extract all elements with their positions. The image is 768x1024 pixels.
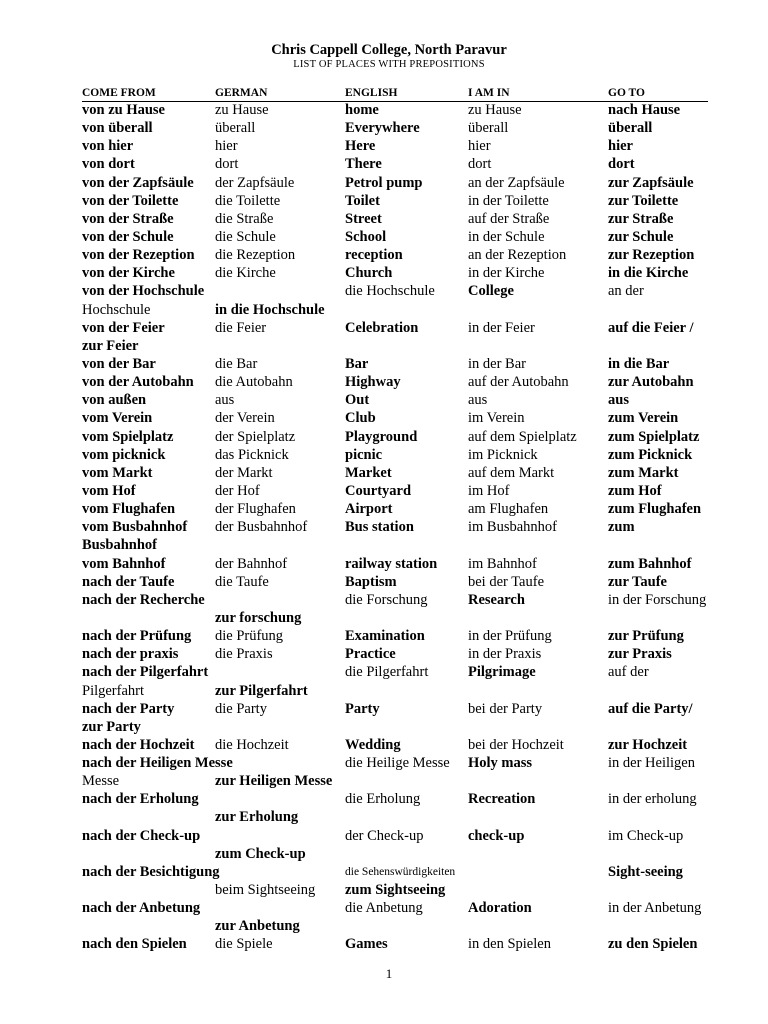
cell-german: überall: [215, 120, 256, 137]
table-row: [0, 264, 768, 282]
table-row: [0, 845, 768, 863]
cell-come-from: nach der Besichtigung: [82, 863, 220, 880]
cell-come-from: von zu Hause: [82, 102, 165, 118]
cell-go-to: zur Schule: [608, 228, 674, 245]
cell-go-to: auf der: [608, 664, 649, 681]
cell-come-from: zur Party: [82, 718, 141, 735]
cell-go-to: auf die Feier /: [608, 319, 694, 336]
cell-go-to: zur Prüfung: [608, 628, 684, 645]
cell-come-from: von überall: [82, 120, 153, 137]
cell-english: Bar: [345, 355, 369, 372]
cell-go-to: nach Hause: [608, 102, 681, 118]
table-row: [0, 319, 768, 337]
cell-german: in die Hochschule: [215, 301, 325, 318]
cell-i-am-in: in der Schule: [468, 228, 545, 245]
table-row: [0, 754, 768, 772]
cell-german: die Bar: [215, 355, 258, 372]
table-row: [0, 718, 768, 736]
cell-go-to: zur Autobahn: [608, 374, 694, 391]
cell-english: die Pilgerfahrt: [345, 664, 429, 681]
table-row: [0, 119, 768, 137]
cell-english: Highway: [345, 374, 401, 391]
cell-english: Out: [345, 392, 370, 409]
cell-go-to: in die Bar: [608, 355, 670, 372]
cell-come-from: vom Markt: [82, 464, 153, 481]
document-title: Chris Cappell College, North Paravur: [271, 42, 507, 58]
cell-i-am-in: überall: [468, 120, 509, 137]
cell-english: There: [345, 156, 382, 173]
cell-english: railway station: [345, 555, 438, 572]
cell-german: zur Anbetung: [215, 918, 300, 935]
cell-english: Baptism: [345, 573, 397, 590]
table-row: [0, 446, 768, 464]
cell-german: die Rezeption: [215, 247, 296, 264]
table-row: [0, 790, 768, 808]
cell-english: Examination: [345, 628, 425, 645]
cell-english: Courtyard: [345, 482, 412, 499]
column-header-i-am-in: I AM IN: [468, 87, 510, 99]
cell-come-from: von der Toilette: [82, 192, 179, 209]
cell-english: die Erholung: [345, 791, 421, 808]
cell-go-to: zur Taufe: [608, 573, 667, 590]
cell-come-from: von der Feier: [82, 319, 165, 336]
cell-i-am-in: Recreation: [468, 791, 536, 808]
cell-i-am-in: in der Bar: [468, 355, 526, 372]
cell-come-from: nach der Hochzeit: [82, 736, 195, 753]
cell-i-am-in: auf dem Spielplatz: [468, 428, 577, 445]
cell-come-from: von hier: [82, 138, 134, 155]
cell-german: zur Pilgerfahrt: [215, 682, 308, 699]
cell-go-to: zum Markt: [608, 464, 679, 481]
cell-i-am-in: zu Hause: [468, 102, 522, 118]
table-row: [0, 482, 768, 500]
cell-english: die Forschung: [345, 591, 428, 608]
table-row: [0, 808, 768, 826]
table-row: [0, 373, 768, 391]
cell-i-am-in: College: [468, 283, 514, 300]
cell-come-from: nach der Party: [82, 700, 175, 717]
cell-i-am-in: an der Rezeption: [468, 247, 567, 264]
cell-i-am-in: an der Zapfsäule: [468, 174, 565, 191]
cell-come-from: nach der Heiligen Messe: [82, 755, 233, 772]
cell-i-am-in: Holy mass: [468, 755, 533, 772]
cell-go-to: in der Heiligen: [608, 755, 695, 772]
table-row: [0, 500, 768, 518]
cell-english: die Sehenswürdigkeiten: [345, 865, 456, 878]
cell-i-am-in: am Flughafen: [468, 501, 549, 518]
cell-i-am-in: check-up: [468, 827, 525, 844]
cell-i-am-in: Pilgrimage: [468, 664, 536, 681]
cell-come-from: nach der Anbetung: [82, 900, 201, 917]
table-row: [0, 863, 768, 881]
table-row: [0, 555, 768, 573]
cell-english: home: [345, 102, 379, 118]
cell-german: die Kirche: [215, 265, 276, 282]
cell-i-am-in: im Verein: [468, 410, 525, 427]
cell-english: Club: [345, 410, 376, 427]
cell-i-am-in: Adoration: [468, 900, 532, 917]
table-row: [0, 573, 768, 591]
cell-i-am-in: auf der Straße: [468, 210, 550, 227]
table-row: [0, 246, 768, 264]
cell-german: beim Sightseeing: [215, 882, 316, 899]
cell-go-to: zur Praxis: [608, 646, 672, 663]
cell-english: zum Sightseeing: [345, 882, 446, 899]
cell-i-am-in: bei der Taufe: [468, 573, 545, 590]
cell-english: Party: [345, 700, 380, 717]
cell-i-am-in: dort: [468, 156, 492, 173]
cell-german: die Toilette: [215, 192, 281, 209]
cell-go-to: zur Straße: [608, 210, 674, 227]
table-row: [0, 355, 768, 373]
cell-german: die Feier: [215, 319, 267, 336]
table-row: [0, 464, 768, 482]
cell-i-am-in: hier: [468, 138, 491, 155]
cell-english: reception: [345, 247, 403, 264]
cell-come-from: vom Hof: [82, 482, 136, 499]
cell-come-from: nach den Spielen: [82, 936, 187, 953]
table-row: [0, 101, 768, 119]
cell-come-from: von dort: [82, 156, 135, 173]
cell-go-to: zum Bahnhof: [608, 555, 692, 572]
cell-come-from: von der Schule: [82, 228, 174, 245]
table-row: [0, 192, 768, 210]
cell-english: Airport: [345, 501, 393, 518]
cell-go-to: in der erholung: [608, 791, 697, 808]
cell-german: der Spielplatz: [215, 428, 296, 445]
table-row: [0, 736, 768, 754]
cell-go-to: zum Picknick: [608, 446, 693, 463]
table-row: [0, 518, 768, 536]
table-row: [0, 881, 768, 899]
cell-german: der Bahnhof: [215, 555, 288, 572]
cell-german: zu Hause: [215, 102, 269, 118]
cell-english: picnic: [345, 446, 383, 463]
cell-come-from: vom Bahnhof: [82, 555, 166, 572]
cell-go-to: zur Zapfsäule: [608, 174, 694, 191]
cell-german: der Zapfsäule: [215, 174, 295, 191]
cell-come-from: von der Kirche: [82, 265, 175, 282]
cell-come-from: nach der Prüfung: [82, 628, 192, 645]
cell-come-from: vom Flughafen: [82, 501, 176, 518]
cell-german: die Prüfung: [215, 628, 284, 645]
cell-go-to: zum Spielplatz: [608, 428, 700, 445]
table-row: [0, 591, 768, 609]
cell-english: der Check-up: [345, 827, 424, 844]
cell-come-from: Messe: [82, 773, 120, 790]
table-row: [0, 663, 768, 681]
table-row: [0, 917, 768, 935]
cell-come-from: von der Autobahn: [82, 374, 194, 391]
cell-come-from: nach der Erholung: [82, 791, 199, 808]
cell-go-to: zur Rezeption: [608, 247, 695, 264]
cell-come-from: nach der Taufe: [82, 573, 175, 590]
table-row: [0, 536, 768, 554]
cell-come-from: von der Zapfsäule: [82, 174, 194, 191]
cell-come-from: von der Hochschule: [82, 283, 205, 300]
cell-german: die Spiele: [215, 936, 273, 953]
cell-i-am-in: aus: [468, 392, 488, 409]
cell-go-to: zu den Spielen: [608, 936, 698, 953]
cell-german: die Schule: [215, 228, 276, 245]
cell-i-am-in: in der Praxis: [468, 646, 542, 663]
cell-german: die Taufe: [215, 573, 269, 590]
cell-come-from: zur Feier: [82, 337, 139, 354]
cell-i-am-in: auf der Autobahn: [468, 374, 569, 391]
cell-german: der Markt: [215, 464, 273, 481]
cell-come-from: nach der Recherche: [82, 591, 205, 608]
cell-german: hier: [215, 138, 238, 155]
cell-go-to: in die Kirche: [608, 265, 689, 282]
cell-go-to: in der Anbetung: [608, 900, 702, 917]
cell-come-from: von der Straße: [82, 210, 174, 227]
cell-go-to: zur Toilette: [608, 192, 679, 209]
cell-english: Market: [345, 464, 392, 481]
cell-come-from: nach der Pilgerfahrt: [82, 664, 209, 681]
cell-come-from: nach der praxis: [82, 646, 179, 663]
cell-german: der Verein: [215, 410, 275, 427]
cell-i-am-in: auf dem Markt: [468, 464, 555, 481]
table-row: [0, 645, 768, 663]
cell-german: aus: [215, 392, 235, 409]
table-row: [0, 627, 768, 645]
cell-german: dort: [215, 156, 239, 173]
cell-english: Here: [345, 138, 376, 155]
cell-go-to: Sight-seeing: [608, 863, 683, 880]
cell-german: die Hochzeit: [215, 736, 289, 753]
cell-i-am-in: bei der Party: [468, 700, 543, 717]
table-row: [0, 428, 768, 446]
table-row: [0, 301, 768, 319]
cell-english: Games: [345, 936, 388, 953]
table-row: [0, 899, 768, 917]
cell-come-from: vom Verein: [82, 410, 153, 427]
cell-english: die Heilige Messe: [345, 755, 450, 772]
cell-come-from: Busbahnhof: [82, 537, 157, 554]
cell-german: die Straße: [215, 210, 274, 227]
cell-come-from: nach der Check-up: [82, 827, 201, 844]
cell-go-to: hier: [608, 138, 633, 155]
cell-come-from: von außen: [82, 392, 147, 409]
column-header-go-to: GO TO: [608, 87, 645, 99]
cell-come-from: vom Spielplatz: [82, 428, 174, 445]
table-row: [0, 174, 768, 192]
cell-i-am-in: im Hof: [468, 482, 510, 499]
page-number: 1: [385, 966, 393, 981]
cell-go-to: zum: [608, 519, 635, 536]
table-row: [0, 137, 768, 155]
cell-come-from: vom picknick: [82, 446, 166, 463]
cell-german: die Autobahn: [215, 374, 293, 391]
cell-german: der Busbahnhof: [215, 519, 308, 536]
cell-english: Street: [345, 210, 382, 227]
cell-german: die Party: [215, 700, 267, 717]
cell-english: Practice: [345, 646, 396, 663]
cell-english: Wedding: [345, 736, 401, 753]
cell-english: Bus station: [345, 519, 414, 536]
cell-english: Everywhere: [345, 120, 420, 137]
cell-go-to: dort: [608, 156, 635, 173]
cell-go-to: in der Forschung: [608, 591, 707, 608]
cell-go-to: zum Flughafen: [608, 501, 702, 518]
table-row: [0, 609, 768, 627]
cell-i-am-in: in der Prüfung: [468, 628, 552, 645]
cell-i-am-in: in der Kirche: [468, 265, 545, 282]
column-header-come-from: COME FROM: [82, 87, 156, 99]
cell-english: Petrol pump: [345, 174, 423, 191]
cell-come-from: Hochschule: [82, 301, 151, 318]
column-header-german: GERMAN: [215, 87, 268, 99]
cell-i-am-in: im Busbahnhof: [468, 519, 558, 536]
cell-german: zur Heiligen Messe: [215, 773, 333, 790]
places-table: [0, 101, 768, 954]
table-row: [0, 282, 768, 300]
cell-come-from: von der Rezeption: [82, 247, 195, 264]
cell-english: School: [345, 228, 387, 245]
document-subtitle: LIST OF PLACES WITH PREPOSITIONS: [293, 59, 485, 70]
cell-i-am-in: in der Toilette: [468, 192, 549, 209]
cell-german: zum Check-up: [215, 845, 306, 862]
table-row: [0, 682, 768, 700]
cell-i-am-in: im Bahnhof: [468, 555, 537, 572]
cell-come-from: von der Bar: [82, 355, 156, 372]
cell-i-am-in: im Picknick: [468, 446, 538, 463]
column-header-english: ENGLISH: [345, 87, 398, 99]
table-row: [0, 337, 768, 355]
table-row: [0, 772, 768, 790]
cell-german: das Picknick: [215, 446, 289, 463]
table-row: [0, 228, 768, 246]
cell-go-to: auf die Party/: [608, 700, 693, 717]
table-row: [0, 155, 768, 173]
table-row: [0, 700, 768, 718]
table-row: [0, 210, 768, 228]
cell-english: Church: [345, 265, 393, 282]
table-row: [0, 827, 768, 845]
table-row: [0, 935, 768, 953]
cell-german: der Flughafen: [215, 501, 296, 518]
table-row: [0, 409, 768, 427]
cell-english: die Anbetung: [345, 900, 423, 917]
cell-english: die Hochschule: [345, 283, 435, 300]
cell-go-to: aus: [608, 392, 629, 409]
cell-english: Celebration: [345, 319, 419, 336]
cell-come-from: vom Busbahnhof: [82, 519, 188, 536]
cell-english: Playground: [345, 428, 418, 445]
cell-go-to: zum Verein: [608, 410, 679, 427]
cell-come-from: Pilgerfahrt: [82, 682, 145, 699]
cell-german: zur forschung: [215, 609, 302, 626]
table-header: [82, 86, 708, 102]
cell-i-am-in: in der Feier: [468, 319, 535, 336]
cell-german: die Praxis: [215, 646, 273, 663]
cell-i-am-in: in den Spielen: [468, 936, 551, 953]
cell-go-to: im Check-up: [608, 827, 684, 844]
cell-go-to: an der: [608, 283, 644, 300]
cell-i-am-in: Research: [468, 591, 525, 608]
cell-i-am-in: bei der Hochzeit: [468, 736, 564, 753]
cell-german: der Hof: [215, 482, 260, 499]
cell-english: Toilet: [345, 192, 380, 209]
cell-go-to: überall: [608, 120, 653, 137]
cell-go-to: zum Hof: [608, 482, 662, 499]
cell-go-to: zur Hochzeit: [608, 736, 688, 753]
table-row: [0, 391, 768, 409]
cell-german: zur Erholung: [215, 809, 299, 826]
